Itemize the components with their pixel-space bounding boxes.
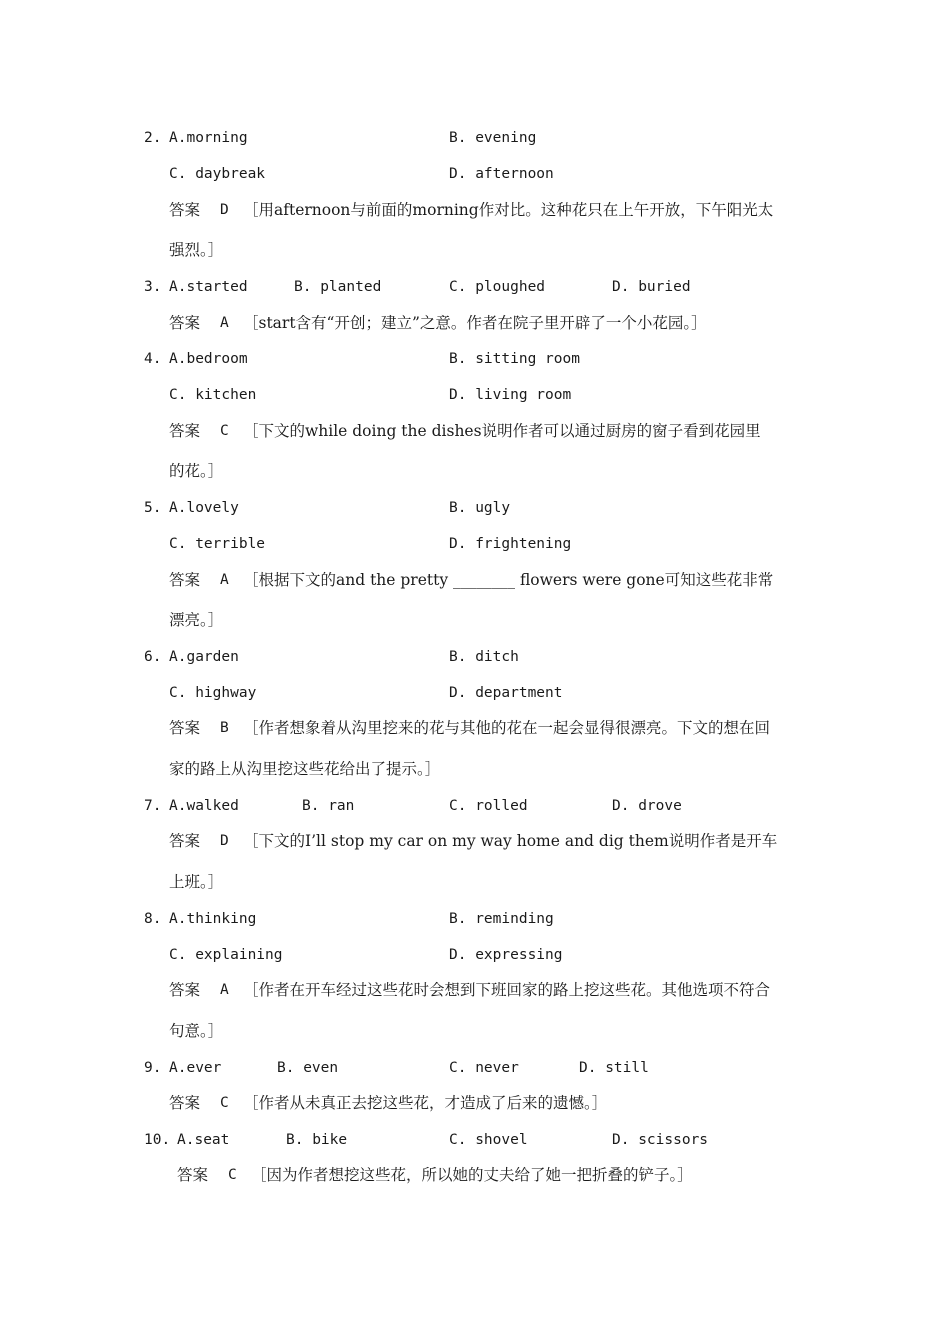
question-number: 10. — [144, 1132, 171, 1148]
explanation-line-2: 的花。］ — [169, 462, 224, 480]
option-c: C. kitchen — [169, 387, 257, 403]
explanation-line-1: ［因为作者想挖这些花，所以她的丈夫给了她一把折叠的铲子。］ — [251, 1166, 693, 1184]
option-a: A.lovely — [169, 500, 239, 516]
option-a: A.ever — [169, 1060, 222, 1076]
option-d: D. department — [449, 685, 563, 701]
option-d: D. buried — [612, 279, 691, 295]
option-b: B. ditch — [449, 649, 519, 665]
option-b: B. ran — [302, 798, 355, 814]
answer-letter: A — [220, 982, 229, 998]
answer-label: 答案 — [169, 719, 201, 737]
option-d: D. afternoon — [449, 166, 554, 182]
answer-label: 答案 — [177, 1166, 209, 1184]
question-number: 4. — [144, 351, 162, 367]
explanation-line-1: ［根据下文的and the pretty ________ flowers were gone可知这些花非常 — [243, 571, 774, 589]
option-b: B. ugly — [449, 500, 511, 516]
answer-letter: C — [220, 1095, 229, 1111]
option-d: D. scissors — [612, 1132, 709, 1148]
answer-label: 答案 — [169, 832, 201, 850]
option-c: C. explaining — [169, 947, 283, 963]
question-number: 7. — [144, 798, 162, 814]
answer-letter: B — [220, 720, 229, 736]
explanation-line-2: 强烈。］ — [169, 241, 224, 259]
explanation-line-1: ［start含有“开创；建立”之意。作者在院子里开辟了一个小花园。］ — [243, 314, 707, 332]
option-c: C. highway — [169, 685, 257, 701]
explanation-line-1: ［作者在开车经过这些花时会想到下班回家的路上挖这些花。其他选项不符合 — [243, 981, 771, 999]
answer-label: 答案 — [169, 981, 201, 999]
explanation-line-2: 漂亮。］ — [169, 611, 224, 629]
answer-letter: D — [220, 833, 229, 849]
option-d: D. expressing — [449, 947, 563, 963]
option-c: C. rolled — [449, 798, 528, 814]
question-number: 9. — [144, 1060, 162, 1076]
explanation-line-1: ［作者想象着从沟里挖来的花与其他的花在一起会显得很漂亮。下文的想在回 — [243, 719, 771, 737]
option-c: C. daybreak — [169, 166, 266, 182]
question-number: 6. — [144, 649, 162, 665]
answer-label: 答案 — [169, 422, 201, 440]
answer-letter: D — [220, 202, 229, 218]
explanation-line-1: ［作者从未真正去挖这些花，才造成了后来的遗憾。］ — [243, 1094, 608, 1112]
option-a: A.walked — [169, 798, 239, 814]
option-a: A.garden — [169, 649, 239, 665]
option-b: B. planted — [294, 279, 382, 295]
question-number: 3. — [144, 279, 162, 295]
explanation-line-1: ［下文的while doing the dishes说明作者可以通过厨房的窗子看到花园里 — [243, 422, 761, 440]
answer-label: 答案 — [169, 314, 201, 332]
explanation-line-1: ［下文的I’ll stop my car on my way home and dig them说明作者是开车 — [243, 832, 778, 850]
option-a: A.bedroom — [169, 351, 248, 367]
answer-label: 答案 — [169, 571, 201, 589]
option-b: B. evening — [449, 130, 537, 146]
option-d: D. drove — [612, 798, 682, 814]
option-d: D. still — [579, 1060, 649, 1076]
option-a: A.started — [169, 279, 248, 295]
explanation-line-2: 上班。］ — [169, 873, 224, 891]
option-b: B. bike — [286, 1132, 348, 1148]
option-a: A.seat — [177, 1132, 230, 1148]
option-b: B. sitting room — [449, 351, 580, 367]
answer-label: 答案 — [169, 201, 201, 219]
option-b: B. even — [277, 1060, 339, 1076]
explanation-line-2: 家的路上从沟里挖这些花给出了提示。］ — [169, 760, 441, 778]
option-d: D. frightening — [449, 536, 572, 552]
answer-label: 答案 — [169, 1094, 201, 1112]
answer-letter: A — [220, 315, 229, 331]
option-b: B. reminding — [449, 911, 554, 927]
answer-letter: A — [220, 572, 229, 588]
option-c: C. ploughed — [449, 279, 546, 295]
answer-letter: C — [220, 423, 229, 439]
option-d: D. living room — [449, 387, 572, 403]
explanation-line-2: 句意。］ — [169, 1022, 224, 1040]
question-number: 5. — [144, 500, 162, 516]
question-number: 8. — [144, 911, 162, 927]
option-c: C. never — [449, 1060, 519, 1076]
option-a: A.thinking — [169, 911, 257, 927]
question-number: 2. — [144, 130, 162, 146]
option-a: A.morning — [169, 130, 248, 146]
option-c: C. terrible — [169, 536, 266, 552]
option-c: C. shovel — [449, 1132, 528, 1148]
answer-letter: C — [228, 1167, 237, 1183]
explanation-line-1: ［用afternoon与前面的morning作对比。这种花只在上午开放，下午阳光太 — [243, 201, 774, 219]
